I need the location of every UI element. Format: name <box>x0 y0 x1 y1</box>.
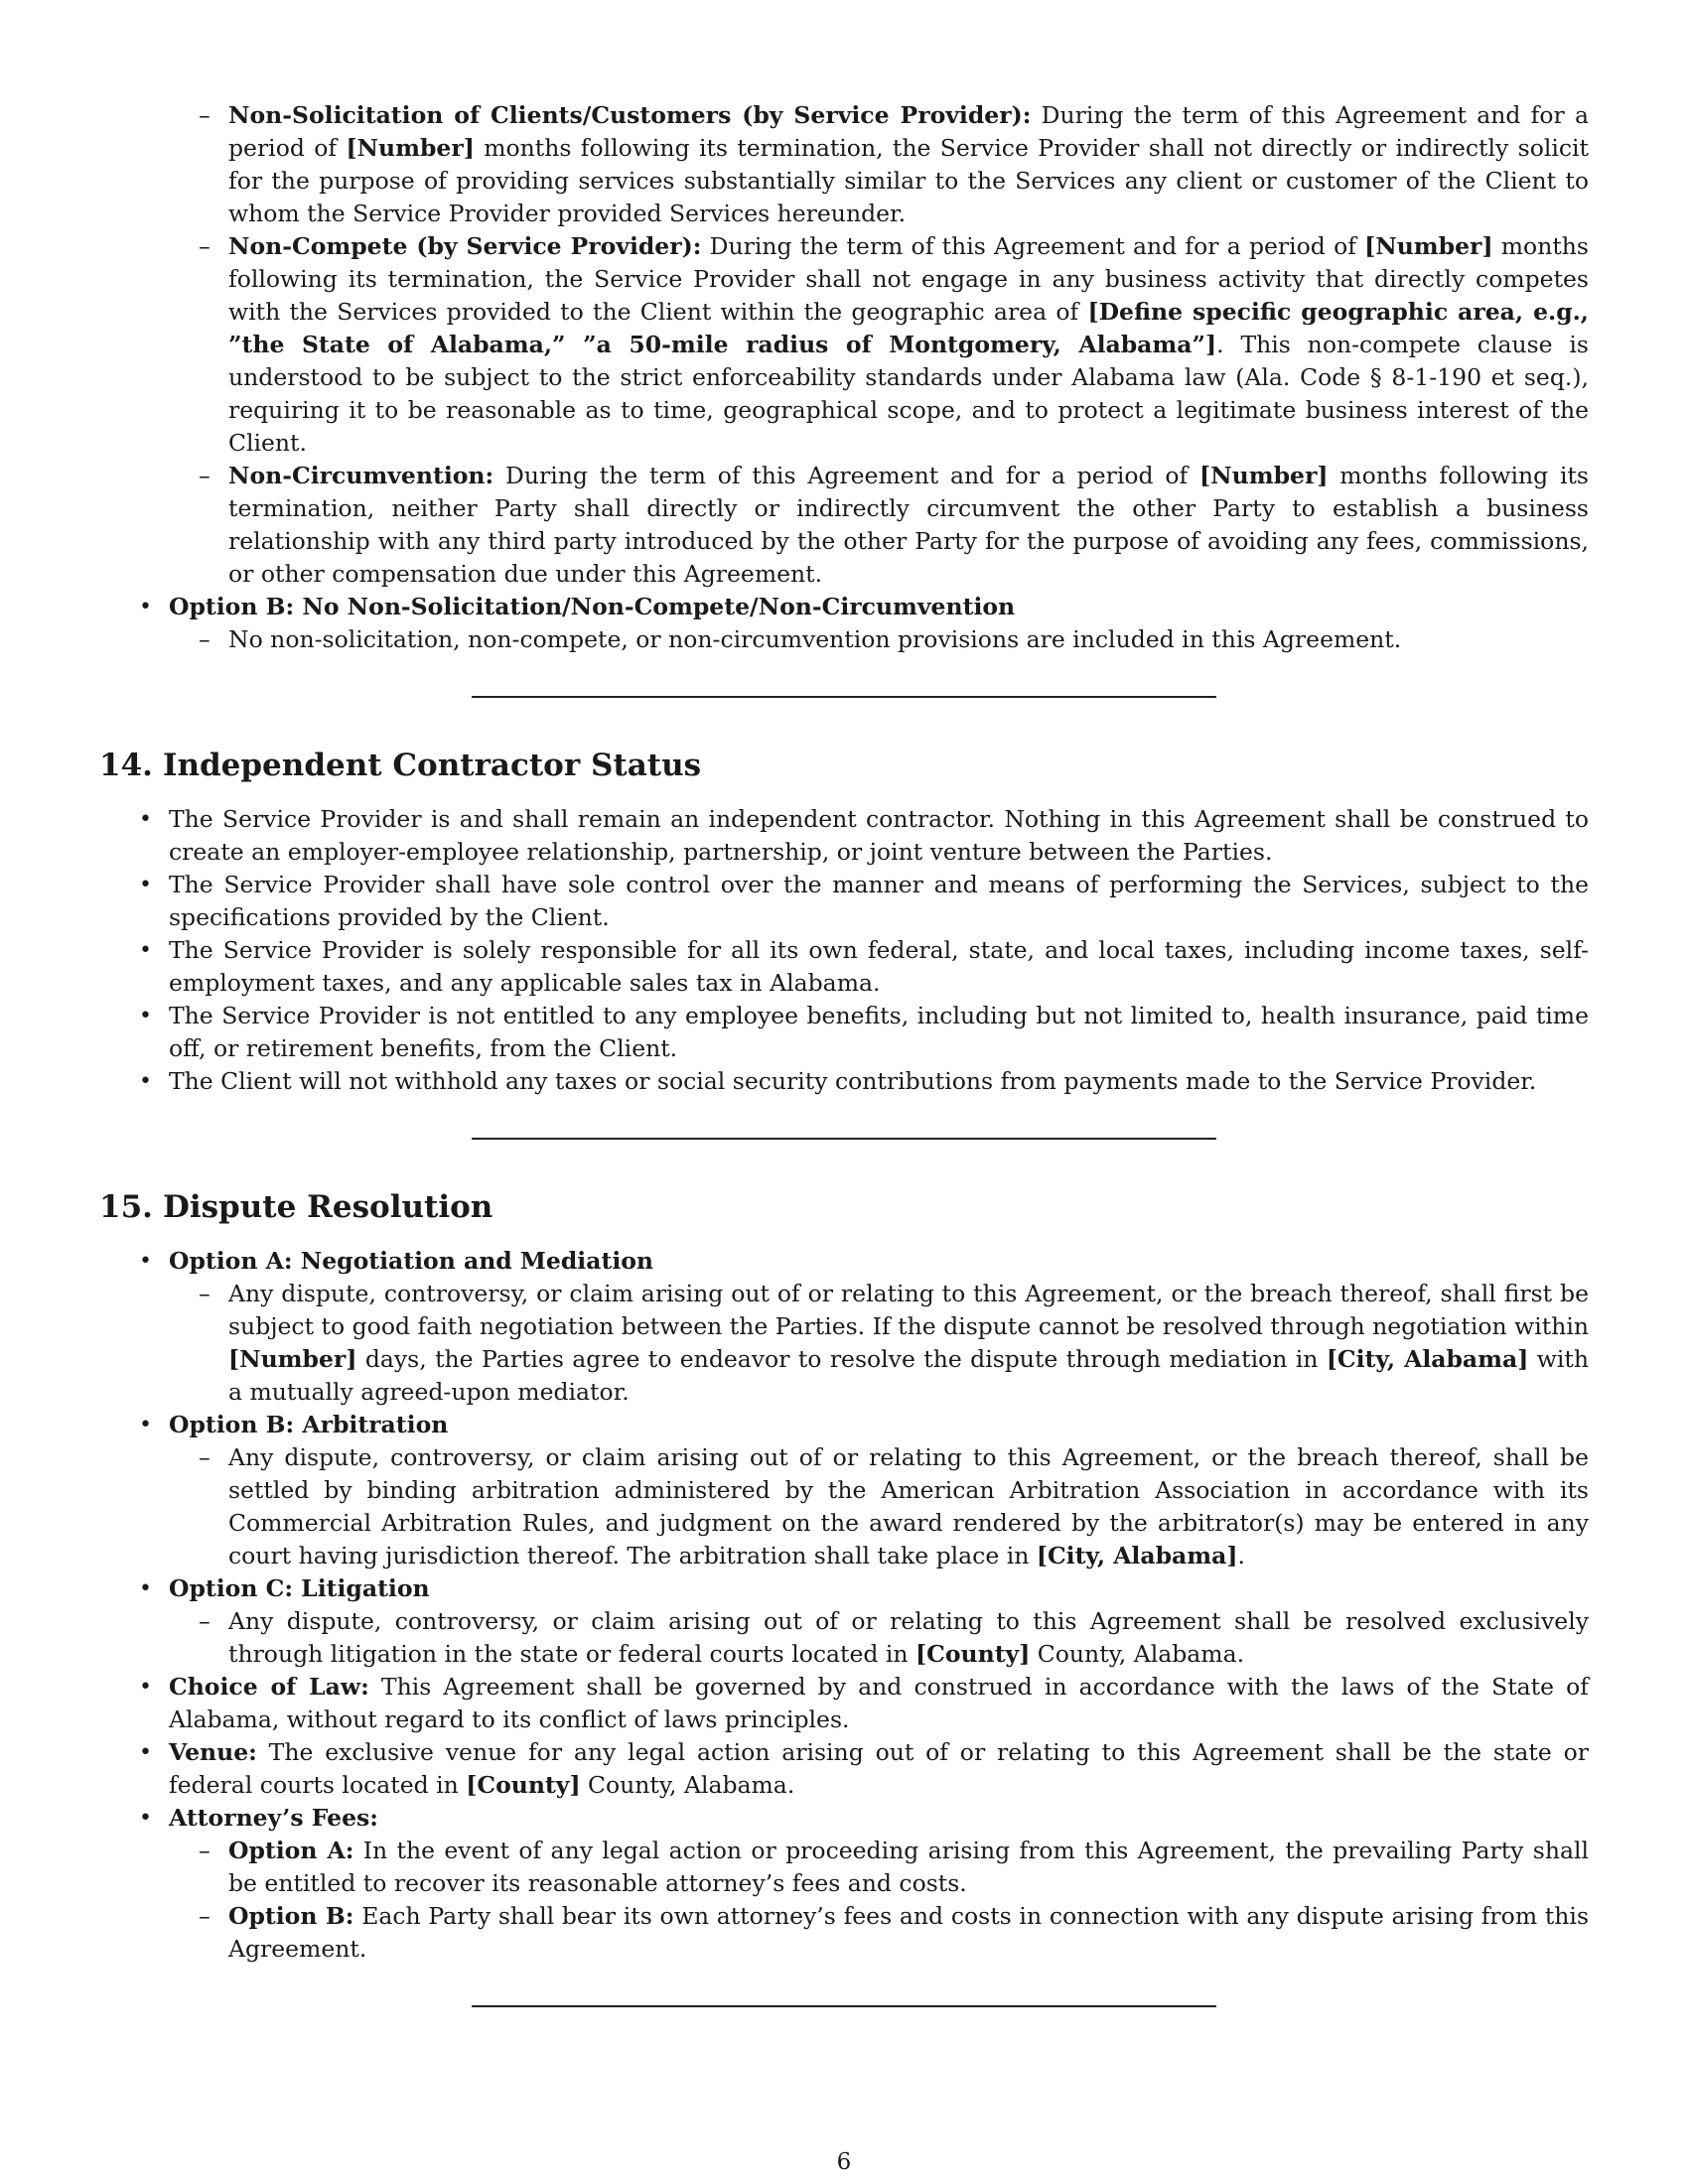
item-text: . This non-compete clause is understood to be subject to the strict enforceability standards under Alabama law (Ala. Code § 8-1-190 et seq.), requiring it to be reasonable as to time, geographical scope, and to protect a legitimate business interest of the Client. <box>228 331 1589 457</box>
option-title: Option A: <box>228 1837 354 1864</box>
option-title: Option B: No Non-Solicitation/Non-Compete/Non-Circumvention <box>169 593 1016 620</box>
list-item: • The Service Provider is solely responsible for all its own federal, state, and local taxes, including income taxes, self-employment taxes, and any applicable sales tax in Alabama. <box>99 934 1589 1000</box>
option-b-sublist <box>169 1441 1589 1572</box>
item-title: Attorney’s Fees: <box>169 1804 378 1832</box>
list-item-non-compete <box>169 230 1589 460</box>
item-text: months following its termination, the Service Provider shall not engage in any business activity that directly competes with the Services provided to the Client within the geographic area of <box>228 232 1589 326</box>
item-text: Any dispute, controversy, or claim arising out of or relating to this Agreement shall be resolved exclusively through litigation in the state or federal courts located in <box>228 1607 1589 1668</box>
section15-list <box>99 1245 1589 1966</box>
list-item-venue <box>99 1736 1589 1802</box>
placeholder-number: [Number] <box>1364 232 1493 260</box>
list-item-choice-of-law <box>99 1671 1589 1736</box>
list-item: – No non-solicitation, non-compete, or non-circumvention provisions are included in this Agreement. <box>169 623 1589 656</box>
list-item-non-solicitation <box>169 99 1589 230</box>
item-text: During the term of this Agreement and for a period of <box>228 101 1589 162</box>
page-number: 6 <box>836 2149 852 2175</box>
section-title: Dispute Resolution <box>162 1189 493 1225</box>
item-title: Non-Solicitation of Clients/Customers (by Service Provider): <box>228 101 1032 129</box>
section15-heading <box>99 1187 1589 1227</box>
placeholder-county: [County] <box>915 1640 1031 1668</box>
list-item <box>169 1278 1589 1409</box>
item-title: Non-Compete (by Service Provider): <box>228 232 702 260</box>
item-text: months following its termination, the Service Provider shall not directly or indirectly solicit for the purpose of providing services substantially similar to the Services any client or customer of the Client to whom the Service Provider provided Services hereunder. <box>228 134 1589 227</box>
list-item <box>169 1835 1589 1900</box>
placeholder-number: [Number] <box>1199 462 1329 489</box>
item-title: Choice of Law: <box>169 1673 369 1701</box>
option-b-sublist <box>169 623 1589 656</box>
option-title: Option A: Negotiation and Mediation <box>169 1247 654 1275</box>
placeholder-city: [City, Alabama] <box>1326 1345 1529 1373</box>
item-text: with a mutually agreed-upon mediator. <box>228 1345 1589 1406</box>
item-text: During the term of this Agreement and for a period of <box>493 462 1200 489</box>
item-text: . <box>1237 1542 1245 1570</box>
section-title: Independent Contractor Status <box>162 748 702 783</box>
option-title: Option B: <box>228 1902 354 1930</box>
option-title: Option B: Arbitration <box>169 1411 449 1438</box>
item-text: months following its termination, neither Party shall directly or indirectly circumvent the other Party to establish a business relationship with any third party introduced by the other Party for the purpose of avoiding any fees, commissions, or other compensation due under this Agreement. <box>228 462 1589 588</box>
list-item-option-b <box>99 591 1589 656</box>
item-text: Any dispute, controversy, or claim arising out of or relating to this Agreement, or the breach thereof, shall be settled by binding arbitration administered by the American Arbitration Association in accordance with its Commercial Arbitration Rules, and judgment on the award rendered by the arbitrator(s) may be entered in any court having jurisdiction thereof. The arbitration shall take place in <box>228 1443 1589 1570</box>
placeholder-city: [City, Alabama] <box>1036 1542 1238 1570</box>
list-item-option-a <box>99 1245 1589 1409</box>
list-item <box>169 1605 1589 1671</box>
attorneys-fees-sublist <box>169 1835 1589 1966</box>
list-item-non-circumvention <box>169 460 1589 591</box>
section-number: 15. <box>99 1189 153 1225</box>
list-item <box>169 1900 1589 1966</box>
item-text: County, Alabama. <box>1030 1640 1245 1668</box>
list-item: • The Service Provider is and shall remain an independent contractor. Nothing in this Agreement shall be construed to create an employer-employee relationship, partnership, or joint venture between the Parties. <box>99 803 1589 869</box>
section13-option-a-list <box>169 99 1589 591</box>
list-item: • The Client will not withhold any taxes or social security contributions from payments made to the Service Provider. <box>99 1065 1589 1098</box>
section-divider <box>472 2005 1216 2007</box>
item-text: In the event of any legal action or proceeding arising from this Agreement, the prevailing Party shall be entitled to recover its reasonable attorney’s fees and costs. <box>228 1837 1589 1897</box>
item-text: The exclusive venue for any legal action arising out of or relating to this Agreement shall be the state or federal courts located in <box>169 1738 1589 1799</box>
item-text: County, Alabama. <box>580 1771 795 1799</box>
item-text: days, the Parties agree to endeavor to resolve the dispute through mediation in <box>356 1345 1327 1373</box>
list-item: • The Service Provider shall have sole control over the manner and means of performing the Services, subject to the specifications provided by the Client. <box>99 869 1589 934</box>
option-title: Option C: Litigation <box>169 1574 430 1602</box>
option-c-sublist <box>169 1605 1589 1671</box>
list-item-option-c <box>99 1572 1589 1671</box>
item-text: Each Party shall bear its own attorney’s fees and costs in connection with any dispute arising from this Agreement. <box>228 1902 1590 1963</box>
placeholder-county: [County] <box>466 1771 581 1799</box>
item-text: Any dispute, controversy, or claim arising out of or relating to this Agreement, or the breach thereof, shall first be subject to good faith negotiation between the Parties. If the dispute cannot be resolved through negotiation within <box>228 1280 1589 1340</box>
item-title: Non-Circumvention: <box>228 462 494 489</box>
item-text: This Agreement shall be governed by and construed in accordance with the laws of the State of Alabama, without regard to its conflict of laws principles. <box>169 1673 1589 1733</box>
list-item-option-b <box>99 1409 1589 1572</box>
placeholder-geographic-area: [Define specific geographic area, e.g., ”the State of Alabama,” ”a 50-mile radius of Montgomery, Alabama”] <box>228 298 1589 358</box>
item-title: Venue: <box>169 1738 257 1766</box>
option-a-sublist <box>169 1278 1589 1409</box>
list-item: • The Service Provider is not entitled to any employee benefits, including but not limited to, health insurance, paid time off, or retirement benefits, from the Client. <box>99 1000 1589 1065</box>
section13-option-b-list <box>99 591 1589 656</box>
section-divider <box>472 696 1216 698</box>
section-divider <box>472 1138 1216 1140</box>
list-item-attorneys-fees <box>99 1802 1589 1966</box>
list-item <box>169 1441 1589 1572</box>
item-text: During the term of this Agreement and for a period of <box>701 232 1365 260</box>
section-number: 14. <box>99 748 153 783</box>
placeholder-number: [Number] <box>228 1345 357 1373</box>
placeholder-number: [Number] <box>346 134 475 162</box>
section14-heading <box>99 746 1589 785</box>
section14-list <box>99 803 1589 1098</box>
page-content <box>99 99 1589 2007</box>
